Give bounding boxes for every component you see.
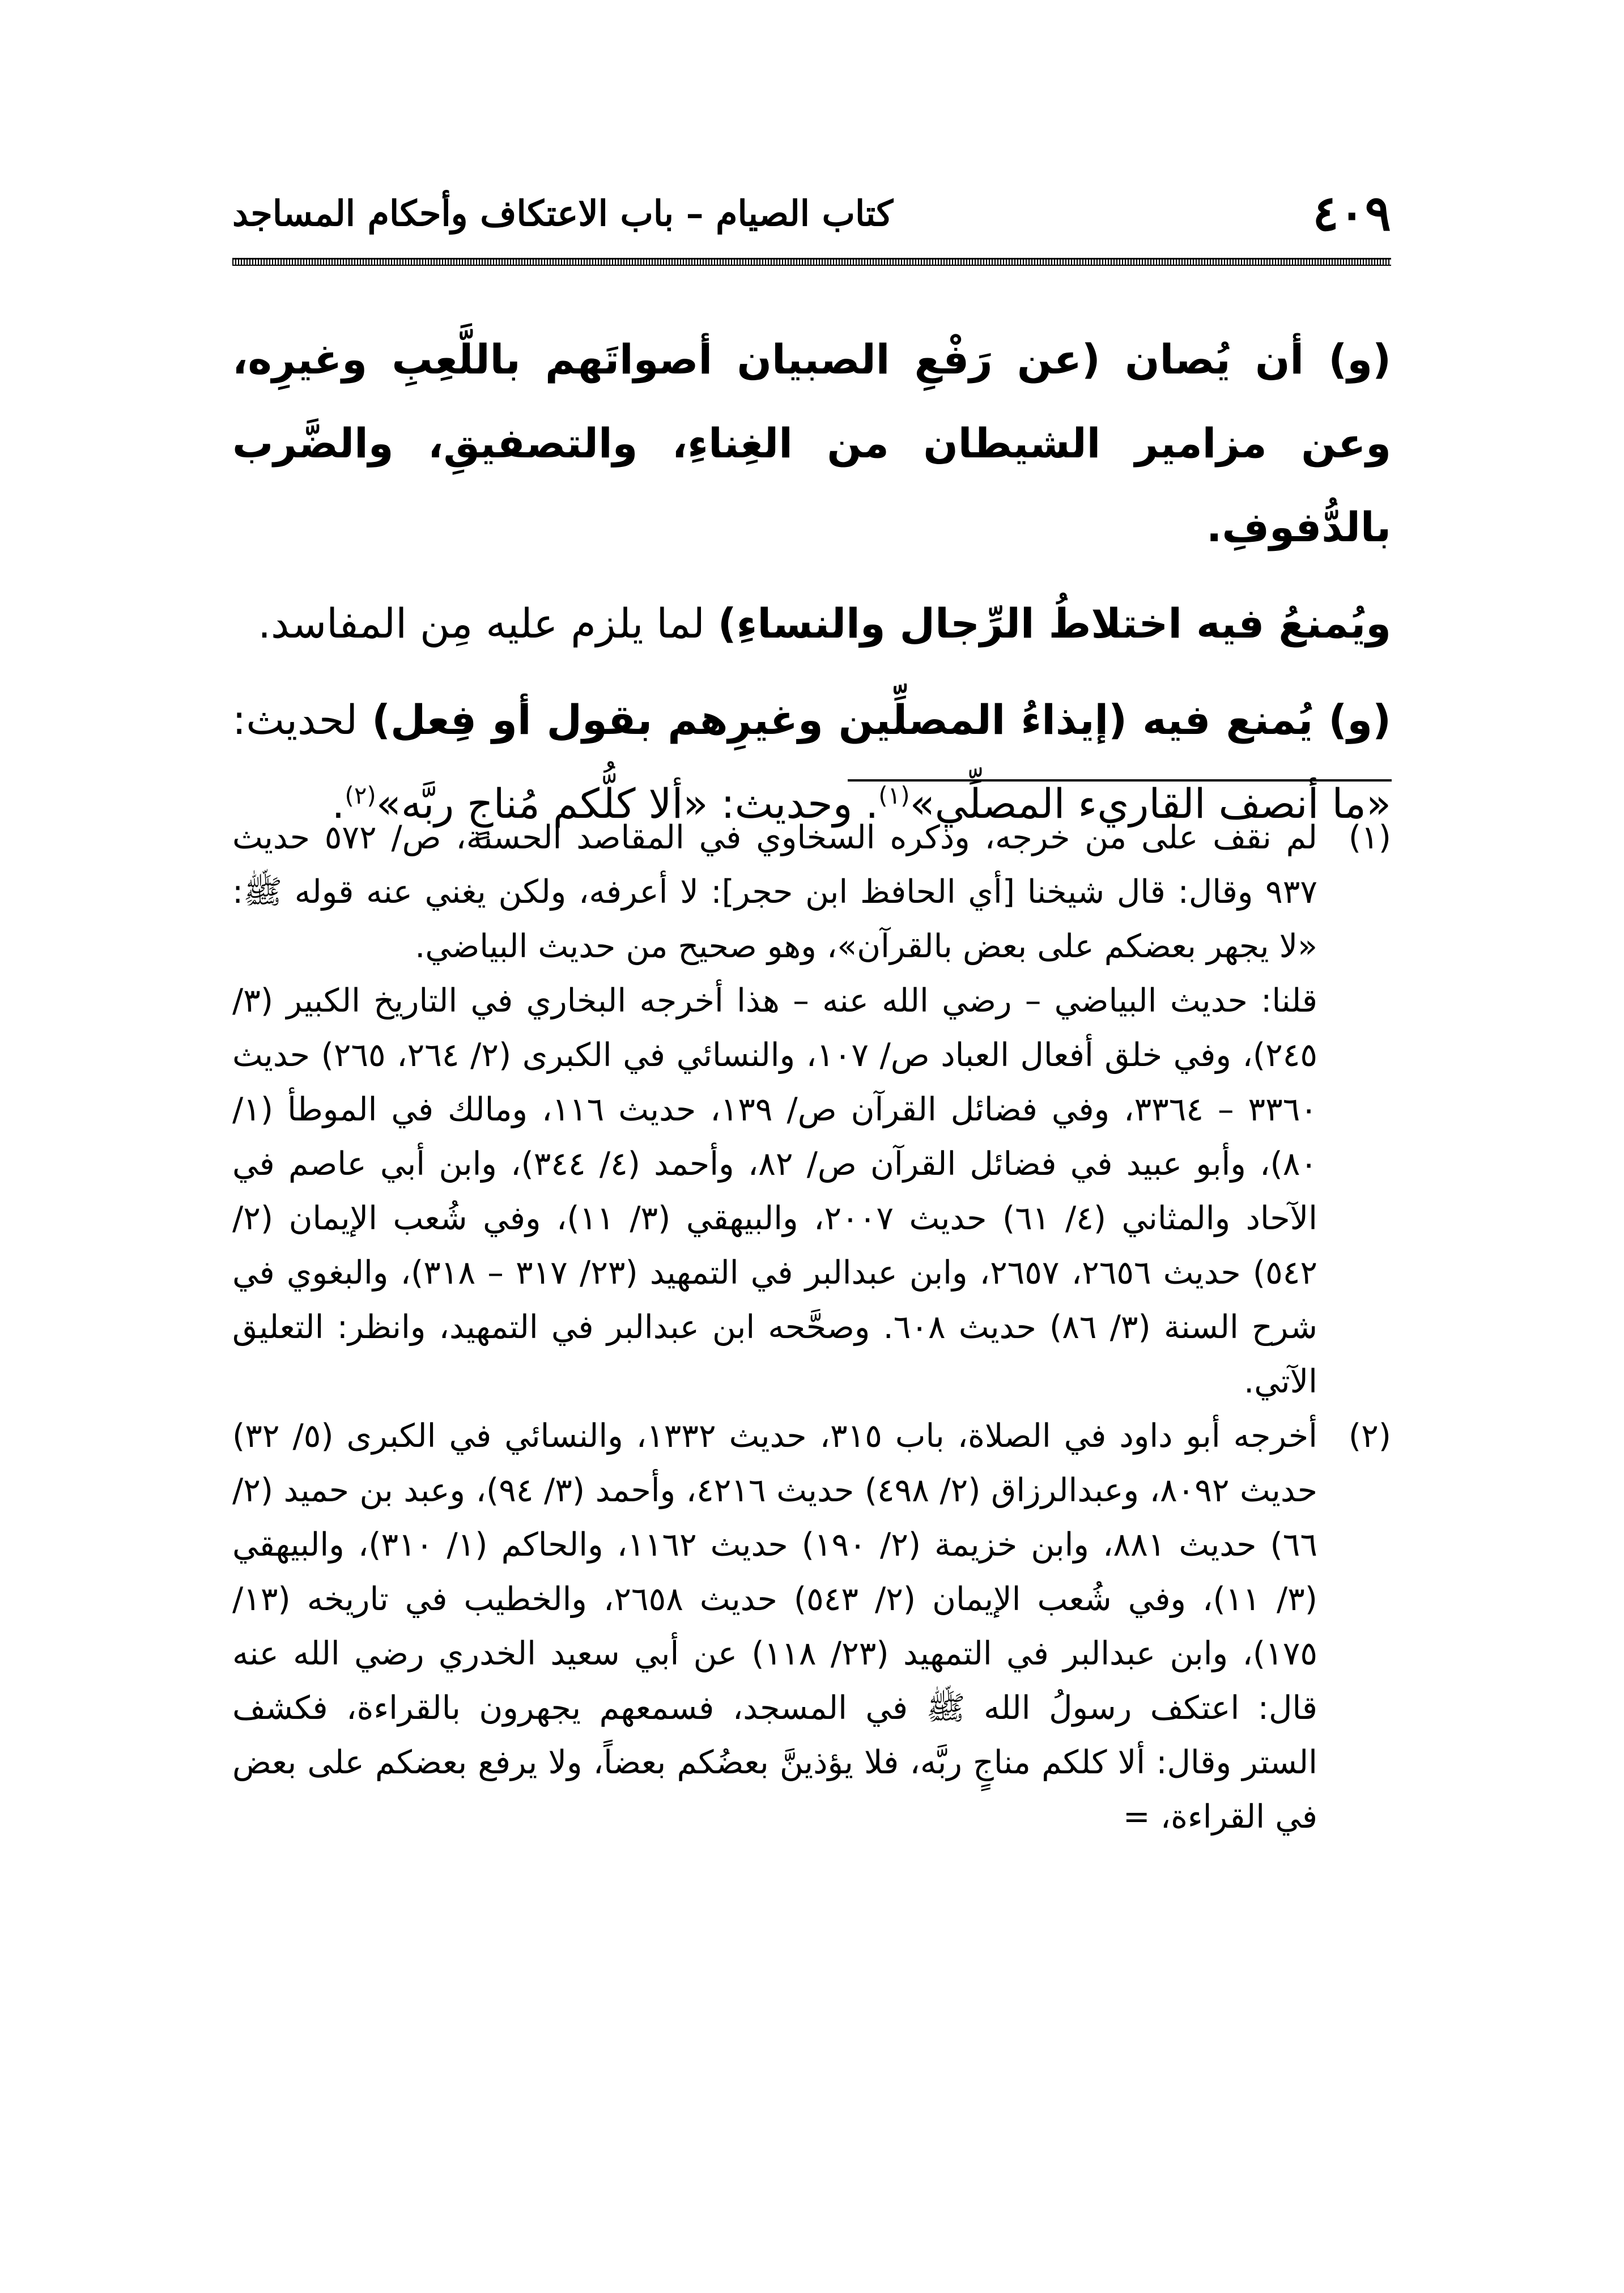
header-divider	[232, 258, 1391, 266]
footnote-ref-1[interactable]: (١)	[878, 782, 910, 809]
main-paragraph-2-rest: لما يلزم عليه مِن المفاسد.	[258, 600, 718, 647]
main-paragraph-3-rest-1: لحديث: «ما أنصف القاريء المصلِّي»	[232, 696, 1391, 827]
page-number: ٤٠٩	[1312, 185, 1391, 242]
main-paragraph-3-bold: (و) يُمنع فيه (إيذاءُ المصلِّين وغيرِهم بقول أو فِعل)	[372, 696, 1391, 744]
footnote-1	[232, 810, 1391, 1409]
footnote-2	[232, 1409, 1391, 1844]
main-paragraph-3-rest-2: . وحديث: «ألا كلُّكم مُناجٍ ربَّه»	[376, 780, 879, 827]
main-paragraph-3-rest-3: .	[331, 780, 345, 827]
main-text	[232, 317, 1391, 846]
footnotes	[232, 810, 1391, 1844]
main-paragraph-2-bold: ويُمنعُ فيه اختلاطُ الرِّجال والنساءِ)	[717, 600, 1391, 647]
footnote-paragraph: أخرجه أبو داود في الصلاة، باب ٣١٥، حديث ١٣٣٢، والنسائي في الكبرى (٥/ ٣٢) حديث ٨٠٩٢، وعبدالرزاق (٢/ ٤٩٨) حديث ٤٢١٦، وأحمد (٣/ ٩٤)، وعبد بن حميد (٢/ ٦٦) حديث ٨٨١، وابن خزيمة (٢/ ١٩٠) حديث ١١٦٢، والحاكم (١/ ٣١٠)، والبيهقي (٣/ ١١)، وفي شُعب الإيمان (٢/ ٥٤٣) حديث ٢٦٥٨، والخطيب في تاريخه (١٣/ ١٧٥)، وابن عبدالبر في التمهيد (٢٣/ ١١٨) عن أبي سعيد الخدري رضي الله عنه قال: اعتكف رسولُ الله ﷺ في المسجد، فسمعهم يجهرون بالقراءة، فكشف الستر وقال: ألا كلكم مناجٍ ربَّه، فلا يؤذينَّ بعضُكم بعضاً، ولا يرفع بعضكم على بعض في القراءة، =	[232, 1417, 1318, 1836]
footnote-number: (٢)	[1348, 1417, 1391, 1455]
main-paragraph-1	[232, 317, 1391, 569]
footnote-number: (١)	[1348, 819, 1391, 856]
footnote-paragraph: قلنا: حديث البياضي – رضي الله عنه – هذا أخرجه البخاري في التاريخ الكبير (٣/ ٢٤٥)، وفي خلق أفعال العباد ص/ ١٠٧، والنسائي في الكبرى (٢/ ٢٦٤، ٢٦٥) حديث ٣٣٦٠ – ٣٣٦٤، وفي فضائل القرآن ص/ ١٣٩، حديث ١١٦، ومالك في الموطأ (١/ ٨٠)، وأبو عبيد في فضائل القرآن ص/ ٨٢، وأحمد (٤/ ٣٤٤)، وابن أبي عاصم في الآحاد والمثاني (٤/ ٦١) حديث ٢٠٠٧، والبيهقي (٣/ ١١)، وفي شُعب الإيمان (٢/ ٥٤٢) حديث ٢٦٥٦، ٢٦٥٧، وابن عبدالبر في التمهيد (٢٣/ ٣١٧ – ٣١٨)، والبغوي في شرح السنة (٣/ ٨٦) حديث ٦٠٨. وصحَّحه ابن عبدالبر في التمهيد، وانظر: التعليق الآتي.	[232, 982, 1318, 1400]
page-header	[232, 187, 1391, 255]
running-title: كتاب الصيام – باب الاعتكاف وأحكام المساجد	[232, 193, 894, 234]
main-paragraph-1-text: (و) أن يُصان (عن رَفْعِ الصبيان أصواتَهم باللَّعِبِ وغيرِه، وعن مزامير الشيطان من الغِناءِ، والتصفيقِ، والضَّرب بالدُّفوفِ.	[232, 336, 1391, 551]
footnote-ref-2[interactable]: (٢)	[345, 782, 376, 809]
footnote-paragraph: لم نقف على من خرجه، وذكره السخاوي في المقاصد الحسنة، ص/ ٥٧٢ حديث ٩٣٧ وقال: قال شيخنا [أي الحافظ ابن حجر]: لا أعرفه، ولكن يغني عنه قوله ﷺ: «لا يجهر بعضكم على بعض بالقرآن»، وهو صحيح من حديث البياضي.	[232, 819, 1317, 965]
main-paragraph-2	[232, 581, 1391, 665]
footnote-separator	[848, 779, 1392, 782]
